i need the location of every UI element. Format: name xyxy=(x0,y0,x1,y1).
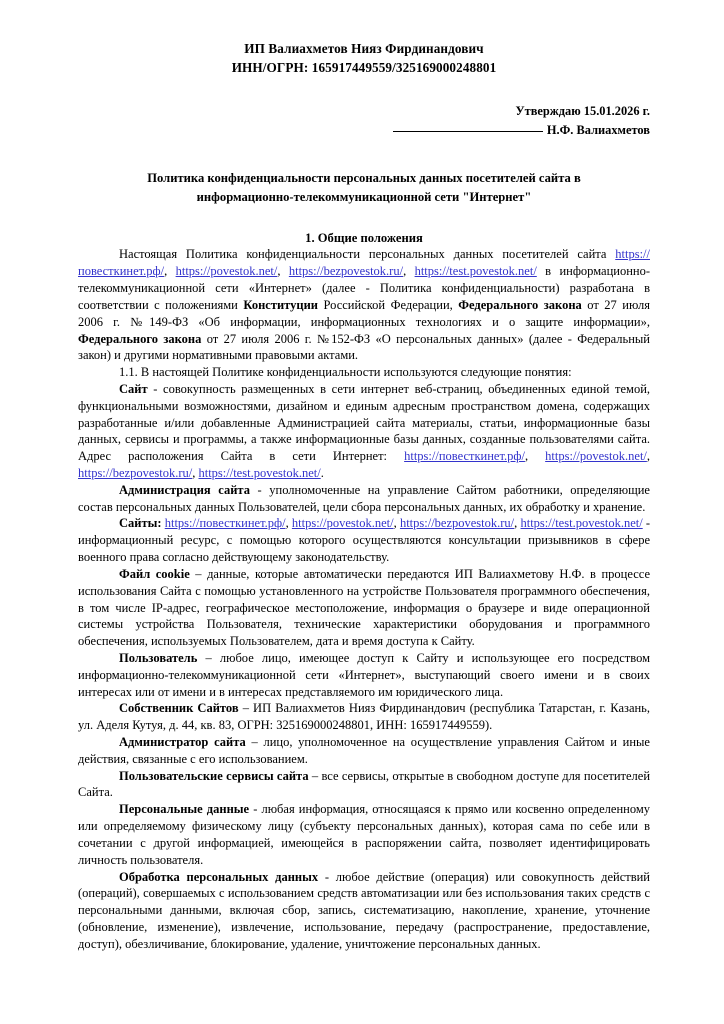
signature-rule xyxy=(393,131,543,132)
link-povestok[interactable]: https://povestok.net/ xyxy=(175,264,278,279)
link-bezpovestok[interactable]: https://bezpovestok.ru/ xyxy=(288,264,404,279)
intro-text-e: от 27 июля 2006 г. №152-ФЗ «О персональных данных» (далее - Федеральный закон) и другими нормативными правовыми актами. xyxy=(78,331,650,363)
signature-line xyxy=(78,122,650,139)
document-header xyxy=(78,40,650,77)
term-label-administration: Администрация сайта xyxy=(119,482,250,497)
approval-block xyxy=(78,103,650,139)
term-label-cookie: Файл cookie xyxy=(119,566,190,581)
intro-text-b: в информационно-телекоммуникационной сети «Интернет» (далее - Политика конфиденциальности) разработана в соответствии с положениями xyxy=(78,264,651,312)
term-body-user-services: – все сервисы, открытые в свободном доступе для посетителей Сайта. xyxy=(78,768,651,800)
intro-bold-constitution: Конституции xyxy=(243,297,318,312)
term-body-personal-data: - любая информация, относящаяся к прямо или косвенно определенному или определяемому физическому лицу (субъекту персональных данных), которая сама по себе или в сочетании с другой информацией, имеющейся в распоряжении сайта, позволяет идентифицировать личность пользователя. xyxy=(78,802,650,867)
intro-text-a: Настоящая Политика конфиденциальности персональных данных посетителей сайта xyxy=(119,247,607,262)
paragraph-term-owner xyxy=(78,700,650,734)
paragraph-term-administration xyxy=(78,482,650,516)
paragraph-term-site: Сайт - совокупность размещенных в сети интернет веб-страниц, объединенных единой темой, функциональными возможностями, дизайном и единым адресным пространством домена, содержащих разработанные и/или добавленные Администрацией сайта материалы, статьи, информационные базы данных, сервисы и программы, а также информационные базы данных, созданные пользователями сайта. Адрес расположения Сайта в сети Интернет: https://повесткинет.рф/, https://povestok.net/, https://bezpovestok.ru/, https://test.povestok.net/. xyxy=(78,381,651,481)
term-label-processing: Обработка персональных данных xyxy=(119,869,319,884)
term-label-user-services: Пользовательские сервисы сайта xyxy=(119,768,309,783)
term-label-site: Сайт xyxy=(119,381,148,396)
header-entity-name: ИП Валиахметов Нияз Фирдинандович xyxy=(244,41,484,56)
link-bezpovestok-2[interactable]: https://bezpovestok.ru/ xyxy=(78,466,193,481)
paragraph-term-user xyxy=(78,650,650,700)
paragraph-term-user-services xyxy=(78,768,650,802)
link-test-povestok-3[interactable]: https://test.povestok.net/ xyxy=(520,516,643,531)
term-label-sites: Сайты: xyxy=(119,516,162,531)
link-povestkinet-2[interactable]: https://повесткинет.рф/ xyxy=(404,449,525,464)
term-body-site-admin: – лицо, уполномоченное на осуществление управления Сайтом и иные действия, связанные с его использованием. xyxy=(78,735,650,766)
intro-text-d: от 27 июля 2006 г. №149-ФЗ «Об информации, информационных технологиях и о защите информации», xyxy=(78,297,651,329)
intro-bold-law-2: Федерального закона xyxy=(78,331,202,346)
paragraph-term-site-admin xyxy=(78,734,650,768)
link-povestkinet-3[interactable]: https://повесткинет.рф/ xyxy=(164,516,286,531)
link-povestok-2[interactable]: https://povestok.net/ xyxy=(545,449,647,464)
link-povestkinet[interactable]: https://повесткинет.рф/ xyxy=(78,247,650,279)
paragraph-intro: Настоящая Политика конфиденциальности персональных данных посетителей сайта https://повесткинет.рф/, https://povestok.net/, https://bezpovestok.ru/, https://test.povestok.net/ в информационно-телекоммуникационной сети «Интернет» (далее - Политика конфиденциальности) разработана в соответствии с положениями Конституции Российской Федерации, Федерального закона от 27 июля 2006 г. №149-ФЗ «Об информации, информационных технологиях и о защите информации», Федерального закона от 27 июля 2006 г. №152-ФЗ «О персональных данных» (далее - Федеральный закон) и другими нормативными правовыми актами. xyxy=(78,247,651,363)
link-test-povestok-2[interactable]: https://test.povestok.net/ xyxy=(198,466,321,481)
term-body-owner: – ИП Валиахметов Нияз Фирдинандович (республика Татарстан, г. Казань, ул. Аделя Кутуя, д. 44, кв. 83, ОГРН: 325169000248801, ИНН: 165917449559). xyxy=(78,701,651,733)
paragraph-term-cookie xyxy=(78,566,650,650)
link-test-povestok[interactable]: https://test.povestok.net/ xyxy=(414,264,537,279)
page-title: Политика конфиденциальности персональных данных посетителей сайта в информационно-телекоммуникационной сети "Интернет" xyxy=(147,171,581,205)
term-body-user: – любое лицо, имеющее доступ к Сайту и использующее его посредством информационно-телекоммуникационной сети «Интернет», выступающий своего имени и в своих интересах или от имени и в интересах представляемого им юридического лица. xyxy=(78,650,650,699)
term-body-cookie: – данные, которые автоматически передаются ИП Валиахметову Н.Ф. в процессе использования Сайта с помощью установленного на устройстве Пользователя программного обеспечения, в том числе IP-адрес, географическое местоположение, информация о браузере и виде операционной системы устройства Пользователя, технические характеристики оборудования и программного обеспечения, используемых Пользователем, дата и время доступа к Сайту. xyxy=(78,566,650,649)
term-body-sites: - информационный ресурс, с помощью которого осуществляются консультации призывников в сфере военного права согласно действующему законодательству. xyxy=(78,516,651,565)
paragraph-term-sites: Сайты: https://повесткинет.рф/, https://povestok.net/, https://bezpovestok.ru/, https://test.povestok.net/ - информационный ресурс, с помощью которого осуществляются консультации призывников в сфере военного права согласно действующему законодательству. xyxy=(78,516,651,565)
intro-text-c: Российской Федерации, xyxy=(323,297,453,312)
term-body-processing: - любое действие (операция) или совокупность действий (операций), совершаемых с использованием средств автоматизации или без использования таких средств с персональными данными, включая сбор, запись, систематизацию, накопление, хранение, уточнение (обновление, изменение), извлечение, использование, передачу (распространение, предоставление, доступ), обезличивание, блокирование, удаление, уничтожение персональных данных. xyxy=(78,869,650,951)
term-label-user: Пользователь xyxy=(119,650,198,665)
approval-signer: Н.Ф. Валиахметов xyxy=(546,122,650,137)
term-label-site-admin: Администратор сайта xyxy=(119,735,246,750)
term-body-administration: - уполномоченные на управление Сайтом работники, определяющие состав персональных данных Пользователей, цели сбора персональных данных, их обработку и хранение. xyxy=(78,482,650,514)
paragraph-term-personal-data xyxy=(78,801,650,868)
term-body-site: - совокупность размещенных в сети интернет веб-страниц, объединенных единой темой, функциональными возможностями, дизайном и единым адресным пространством домена, содержащих разработанные и/или добавленные Администрацией сайта материалы, статьи, информационные базы данных, сервисы и программы, а также информационные базы данных, созданные пользователями сайта. Адрес расположения Сайта в сети Интернет: xyxy=(78,381,651,464)
header-inn-ogrn: ИНН/ОГРН: 165917449559/325169000248801 xyxy=(231,59,497,75)
term-label-personal-data: Персональные данные xyxy=(119,802,250,817)
link-bezpovestok-3[interactable]: https://bezpovestok.ru/ xyxy=(399,516,515,531)
section-heading-general: 1. Общие положения xyxy=(305,231,423,246)
link-povestok-3[interactable]: https://povestok.net/ xyxy=(291,516,394,531)
term-label-owner: Собственник Сайтов xyxy=(119,701,239,716)
intro-bold-law-1: Федерального закона xyxy=(458,297,582,312)
paragraph-term-processing xyxy=(78,869,650,953)
approval-label: Утверждаю 15.01.2026 г. xyxy=(515,104,650,119)
paragraph-clause-1-1: 1.1. В настоящей Политике конфиденциальности используются следующие понятия: xyxy=(119,365,572,380)
